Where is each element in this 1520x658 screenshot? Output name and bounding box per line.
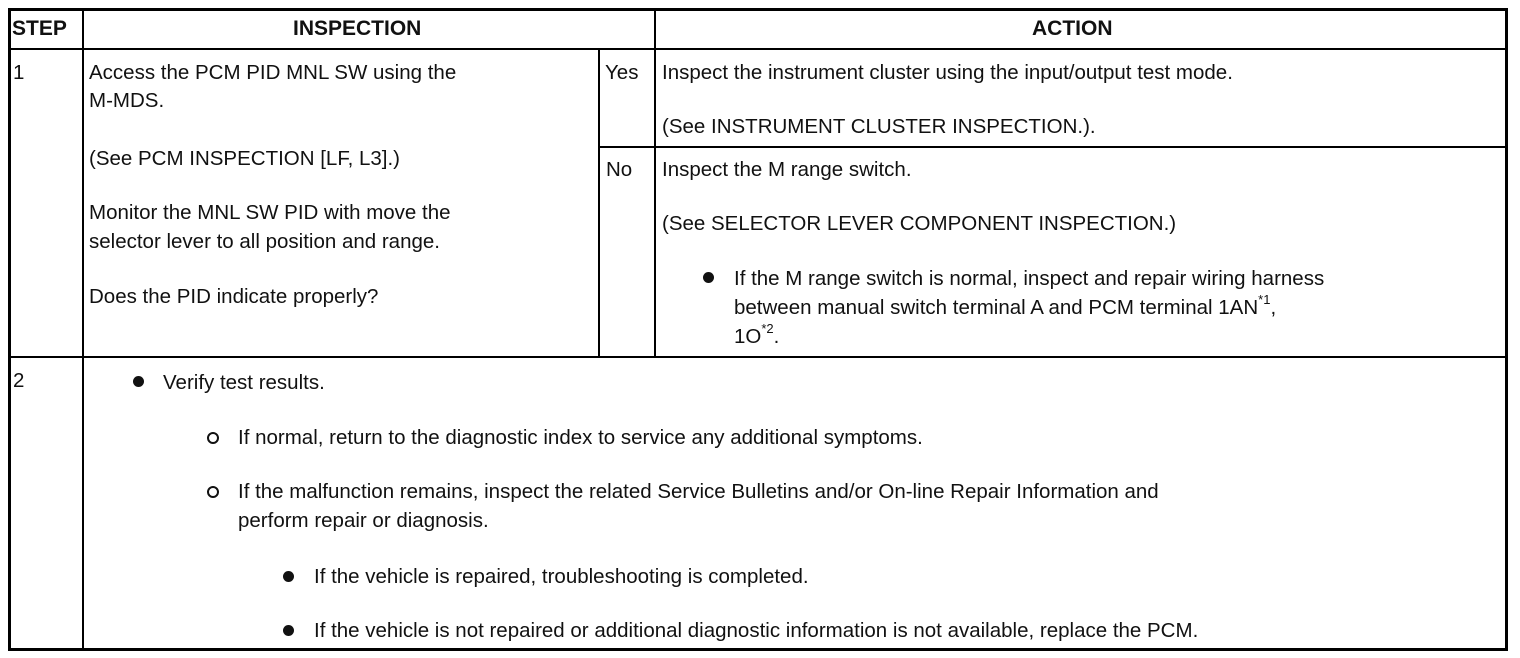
- column-divider-step: [82, 8, 84, 650]
- step-1-inspection-line: (See PCM INSPECTION [LF, L3].): [89, 147, 400, 170]
- bullet-icon: [133, 376, 144, 387]
- no-bullet-line: between manual switch terminal A and PCM terminal 1AN$^{*1}$,: [734, 292, 1277, 319]
- column-divider-action: [654, 8, 656, 356]
- no-action-line: (See SELECTOR LEVER COMPONENT INSPECTION.): [662, 212, 1177, 235]
- step-1-inspection-line: Access the PCM PID MNL SW using the: [89, 61, 457, 84]
- step-divider: [8, 356, 1508, 358]
- table-border-top: [8, 8, 1508, 11]
- table-border-bottom: [8, 648, 1508, 651]
- bullet-icon: [283, 625, 294, 636]
- circle-bullet-icon: [207, 486, 219, 498]
- circle-bullet-icon: [207, 432, 219, 444]
- yes-no-divider: [598, 146, 1508, 148]
- step-2-sub-bullet: If normal, return to the diagnostic index to service any additional symptoms.: [238, 426, 923, 449]
- no-bullet-line: $1O^{*2}$.: [734, 321, 780, 348]
- header-step: STEP: [12, 17, 67, 40]
- yes-action-line: Inspect the instrument cluster using the input/output test mode.: [662, 61, 1233, 84]
- step-2-sub-sub-bullet: If the vehicle is repaired, troubleshooting is completed.: [314, 565, 809, 588]
- no-bullet-line: If the M range switch is normal, inspect and repair wiring harness: [734, 267, 1325, 290]
- step-2-sub-sub-bullet: If the vehicle is not repaired or additional diagnostic information is not available, replace the PCM.: [314, 619, 1199, 642]
- step-2-number: 2: [13, 369, 25, 392]
- column-divider-inspection: [598, 50, 600, 356]
- bullet-icon: [703, 272, 714, 283]
- yes-label: Yes: [605, 61, 639, 84]
- yes-action-line: (See INSTRUMENT CLUSTER INSPECTION.).: [662, 115, 1096, 138]
- header-action: ACTION: [1032, 17, 1113, 40]
- header-inspection: INSPECTION: [293, 17, 422, 40]
- step-1-inspection-line: M-MDS.: [89, 89, 165, 112]
- table-border-left: [8, 8, 11, 650]
- no-action-line: Inspect the M range switch.: [662, 158, 912, 181]
- step-1-inspection-line: selector lever to all position and range.: [89, 230, 440, 253]
- step-2-sub-bullet: If the malfunction remains, inspect the related Service Bulletins and/or On-line Repair Information and: [238, 480, 1159, 503]
- no-label: No: [606, 158, 633, 181]
- header-divider: [8, 48, 1508, 50]
- step-2-bullet: Verify test results.: [163, 371, 325, 394]
- step-1-inspection-line: Monitor the MNL SW PID with move the: [89, 201, 451, 224]
- step-2-sub-bullet: perform repair or diagnosis.: [238, 509, 489, 532]
- step-1-question: Does the PID indicate properly?: [89, 285, 379, 308]
- table-border-right: [1505, 8, 1508, 650]
- bullet-icon: [283, 571, 294, 582]
- step-1-number: 1: [13, 61, 25, 84]
